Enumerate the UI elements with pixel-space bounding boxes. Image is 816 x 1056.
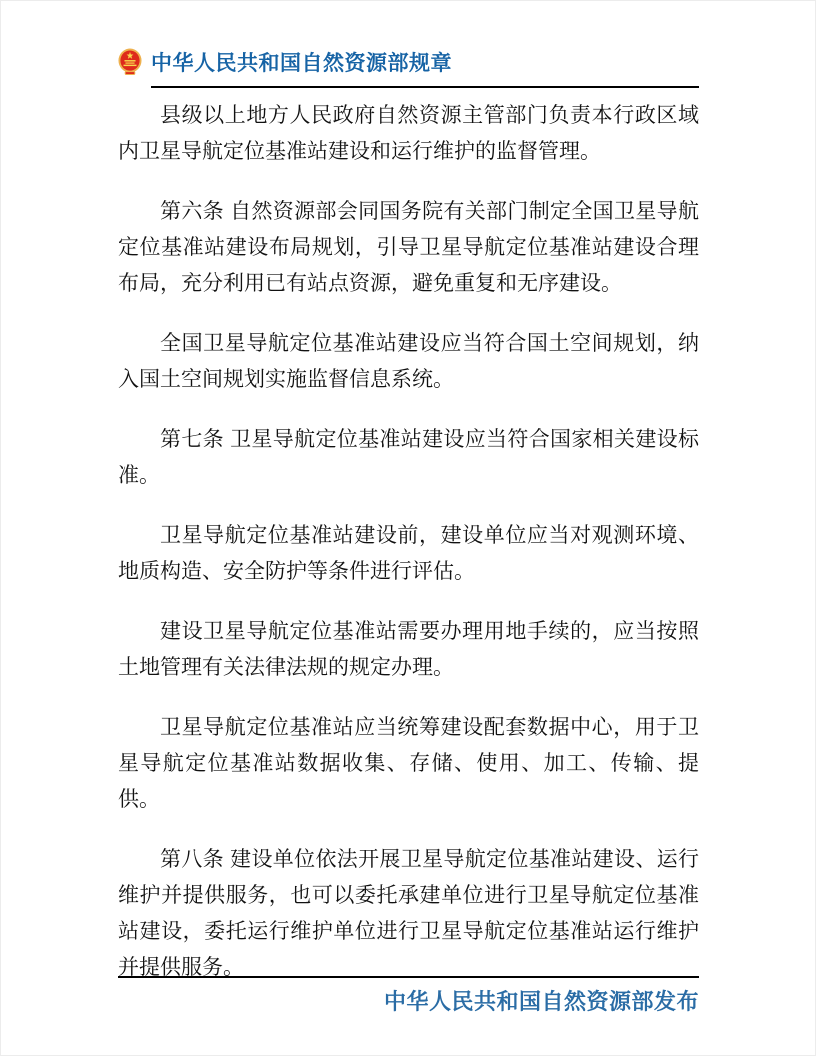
document-footer xyxy=(118,976,699,1016)
document-body xyxy=(118,98,699,986)
header-divider xyxy=(151,86,699,88)
paragraph: 卫星导航定位基准站建设前，建设单位应当对观测环境、地质构造、安全防护等条件进行评估。 xyxy=(118,524,699,583)
paragraph: 全国卫星导航定位基准站建设应当符合国土空间规划，纳入国土空间规划实施监督信息系统。 xyxy=(118,332,699,391)
paragraph-article-8: 第八条 建设单位依法开展卫星导航定位基准站建设、运行维护并提供服务，也可以委托承建单位进行卫星导航定位基准站建设，委托运行维护单位进行卫星导航定位基准站运行维护并提供服务。 xyxy=(118,848,699,979)
china-national-emblem-icon xyxy=(118,48,142,76)
paragraph: 县级以上地方人民政府自然资源主管部门负责本行政区域内卫星导航定位基准站建设和运行维护的监督管理。 xyxy=(118,104,699,163)
publisher-label: 中华人民共和国自然资源部发布 xyxy=(383,989,699,1014)
paragraph-article-7: 第七条 卫星导航定位基准站建设应当符合国家相关建设标准。 xyxy=(118,428,699,487)
document-header xyxy=(118,47,699,77)
paragraph: 卫星导航定位基准站应当统筹建设配套数据中心，用于卫星导航定位基准站数据收集、存储、使用、加工、传输、提供。 xyxy=(118,716,699,811)
document-title: 中华人民共和国自然资源部规章 xyxy=(151,52,452,75)
paragraph-article-6: 第六条 自然资源部会同国务院有关部门制定全国卫星导航定位基准站建设布局规划，引导卫星导航定位基准站建设合理布局，充分利用已有站点资源，避免重复和无序建设。 xyxy=(118,200,699,295)
paragraph: 建设卫星导航定位基准站需要办理用地手续的，应当按照土地管理有关法律法规的规定办理。 xyxy=(118,620,699,679)
